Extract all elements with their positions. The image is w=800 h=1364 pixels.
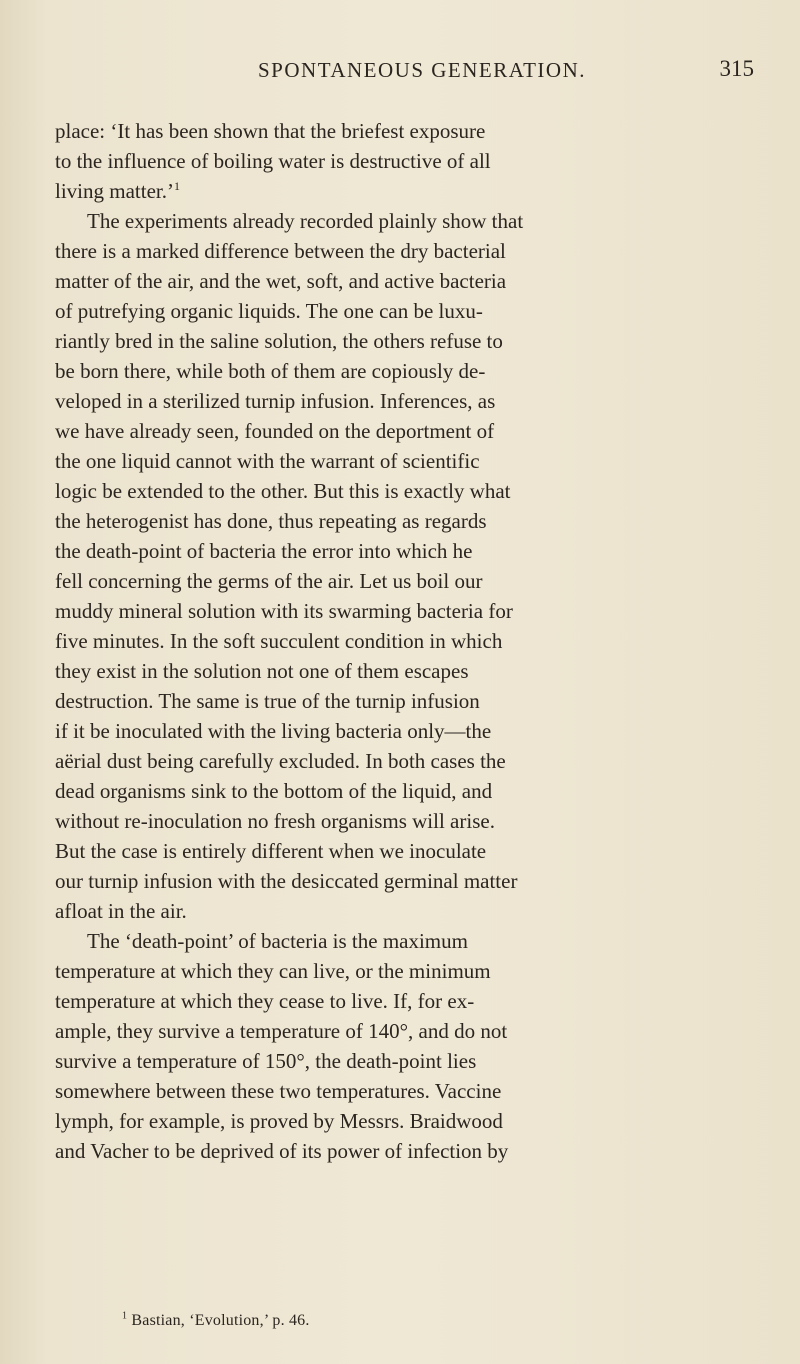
text-line: lymph, for example, is proved by Messrs. Braidwood <box>55 1109 503 1133</box>
text-line: of putrefying organic liquids. The one can be luxu- <box>55 299 483 323</box>
text-line: aërial dust being carefully excluded. In both cases the <box>55 749 506 773</box>
text-line: if it be inoculated with the living bacteria only—the <box>55 719 492 743</box>
text-line: without re-inoculation no fresh organisms will arise. <box>55 809 495 833</box>
footnote <box>122 1312 310 1330</box>
text-line: But the case is entirely different when we inoculate <box>55 839 487 863</box>
text-line: somewhere between these two temperatures. Vaccine <box>55 1079 502 1103</box>
text-line: fell concerning the germs of the air. Let us boil our <box>55 569 483 593</box>
text-line: we have already seen, founded on the deportment of <box>55 419 495 443</box>
text-line: survive a temperature of 150°, the death-point lies <box>55 1049 477 1073</box>
text-line: the one liquid cannot with the warrant of scientific <box>55 449 480 473</box>
paragraph-2 <box>55 206 761 926</box>
text-line: they exist in the solution not one of them escapes <box>55 659 469 683</box>
text-line: destruction. The same is true of the turnip infusion <box>55 689 480 713</box>
text-line: logic be extended to the other. But this is exactly what <box>55 479 511 503</box>
text-line: matter of the air, and the wet, soft, and active bacteria <box>55 269 507 293</box>
text-line: the death-point of bacteria the error into which he <box>55 539 473 563</box>
page-header <box>258 58 754 92</box>
text-line: our turnip infusion with the desiccated germinal matter <box>55 869 518 893</box>
body-text <box>55 116 761 1166</box>
text-line: five minutes. In the soft succulent condition in which <box>55 629 503 653</box>
text-line: The experiments already recorded plainly show that <box>87 209 524 233</box>
text-line: temperature at which they can live, or the minimum <box>55 959 491 983</box>
text-line: living matter.’$^1$ <box>55 179 180 203</box>
text-line: ample, they survive a temperature of 140°, and do not <box>55 1019 508 1043</box>
text-line: The ‘death-point’ of bacteria is the maximum <box>87 929 468 953</box>
paragraph-3 <box>55 926 761 1166</box>
running-title: SPONTANEOUS GENERATION. <box>258 58 586 82</box>
text-line: the heterogenist has done, thus repeating as regards <box>55 509 487 533</box>
text-line: and Vacher to be deprived of its power of infection by <box>55 1139 509 1163</box>
footnote-text: Bastian, ‘Evolution,’ p. 46. <box>131 1312 310 1329</box>
text-line: be born there, while both of them are copiously de- <box>55 359 486 383</box>
text-line: riantly bred in the saline solution, the others refuse to <box>55 329 503 353</box>
footnote-number: 1 <box>122 1310 128 1322</box>
footnote-marker: 1 <box>173 179 180 193</box>
text-line: temperature at which they cease to live. If, for ex- <box>55 989 475 1013</box>
text-line: afloat in the air. <box>55 899 187 923</box>
paragraph-1 <box>55 116 761 206</box>
text-line: place: ‘It has been shown that the briefest exposure <box>55 119 486 143</box>
text-line: muddy mineral solution with its swarming bacteria for <box>55 599 513 623</box>
text-line: to the influence of boiling water is destructive of all <box>55 149 491 173</box>
text-line: dead organisms sink to the bottom of the liquid, and <box>55 779 493 803</box>
text-line: there is a marked difference between the dry bacterial <box>55 239 506 263</box>
text-line: veloped in a sterilized turnip infusion. Inferences, as <box>55 389 496 413</box>
page-number: 315 <box>719 56 754 81</box>
